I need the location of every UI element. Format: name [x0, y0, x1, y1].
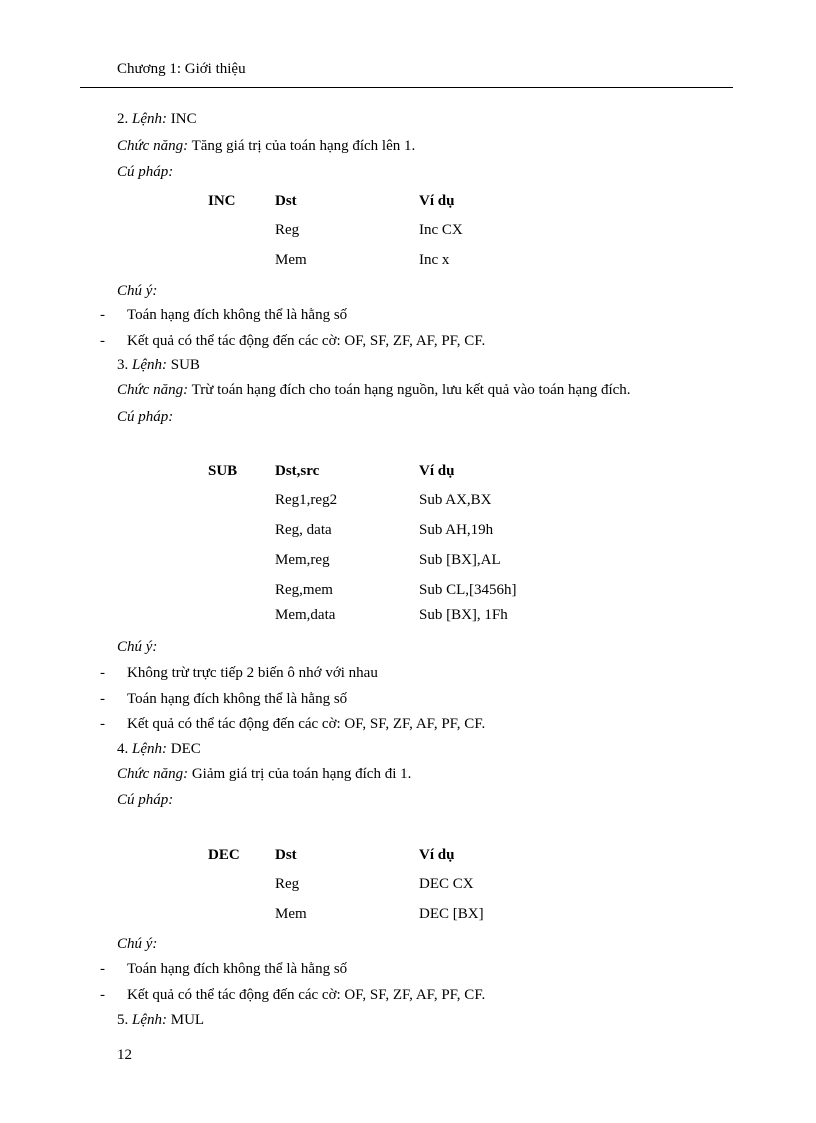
heading-dec: 4. Lệnh: DEC	[117, 741, 201, 757]
bullet: -	[100, 716, 105, 732]
syntax-label-inc: Cú pháp:	[117, 164, 174, 180]
note-item: Không trừ trực tiếp 2 biến ô nhớ với nhau	[127, 665, 378, 681]
page-header-title: Chương 1: Giới thiệu	[117, 61, 246, 77]
note-item: Kết quả có thể tác động đến các cờ: OF, SF, ZF, AF, PF, CF.	[127, 987, 486, 1003]
table-row-example: Sub CL,[3456h]	[419, 582, 517, 598]
table-dec-col-operand: Dst	[275, 847, 297, 863]
syntax-label-sub: Cú pháp:	[117, 409, 174, 425]
table-inc-col-operand: Dst	[275, 193, 297, 209]
table-row-example: Inc x	[419, 252, 450, 268]
syntax-label-dec: Cú pháp:	[117, 792, 174, 808]
function-inc: Chức năng: Tăng giá trị của toán hạng đích lên 1.	[117, 138, 416, 154]
page-number: 12	[117, 1047, 132, 1063]
table-sub-col-example: Ví dụ	[419, 463, 455, 479]
table-row-operand: Reg,mem	[275, 582, 333, 598]
bullet: -	[100, 333, 105, 349]
header-rule	[80, 87, 733, 88]
note-label-sub: Chú ý:	[117, 639, 158, 655]
note-item: Toán hạng đích không thể là hằng số	[127, 961, 348, 977]
heading-inc: 2. Lệnh: INC	[117, 111, 197, 127]
bullet: -	[100, 691, 105, 707]
table-inc-cmd: INC	[208, 193, 236, 209]
table-row-operand: Mem,reg	[275, 552, 330, 568]
table-row-operand: Reg, data	[275, 522, 332, 538]
table-row-operand: Mem,data	[275, 607, 336, 623]
note-item: Kết quả có thể tác động đến các cờ: OF, SF, ZF, AF, PF, CF.	[127, 716, 486, 732]
table-row-example: DEC [BX]	[419, 906, 484, 922]
bullet: -	[100, 665, 105, 681]
function-sub: Chức năng: Trừ toán hạng đích cho toán hạng nguồn, lưu kết quả vào toán hạng đích.	[117, 382, 631, 398]
note-label-dec: Chú ý:	[117, 936, 158, 952]
table-row-example: Sub AX,BX	[419, 492, 492, 508]
bullet: -	[100, 987, 105, 1003]
table-row-example: DEC CX	[419, 876, 474, 892]
table-sub-cmd: SUB	[208, 463, 238, 479]
function-dec: Chức năng: Giảm giá trị của toán hạng đích đi 1.	[117, 766, 412, 782]
note-item: Toán hạng đích không thể là hằng số	[127, 691, 348, 707]
heading-mul: 5. Lệnh: MUL	[117, 1012, 205, 1028]
note-item: Kết quả có thể tác động đến các cờ: OF, SF, ZF, AF, PF, CF.	[127, 333, 486, 349]
table-row-example: Sub [BX], 1Fh	[419, 607, 508, 623]
table-dec-cmd: DEC	[208, 847, 240, 863]
bullet: -	[100, 307, 105, 323]
table-row-example: Inc CX	[419, 222, 463, 238]
table-row-operand: Reg1,reg2	[275, 492, 338, 508]
note-label-inc: Chú ý:	[117, 283, 158, 299]
bullet: -	[100, 961, 105, 977]
table-sub-col-operand: Dst,src	[275, 463, 320, 479]
note-item: Toán hạng đích không thể là hằng số	[127, 307, 348, 323]
table-row-example: Sub AH,19h	[419, 522, 494, 538]
table-row-operand: Reg	[275, 222, 300, 238]
table-inc-col-example: Ví dụ	[419, 193, 455, 209]
table-row-operand: Reg	[275, 876, 300, 892]
heading-sub: 3. Lệnh: SUB	[117, 357, 200, 373]
table-row-operand: Mem	[275, 252, 307, 268]
table-row-operand: Mem	[275, 906, 307, 922]
table-row-example: Sub [BX],AL	[419, 552, 501, 568]
table-dec-col-example: Ví dụ	[419, 847, 455, 863]
